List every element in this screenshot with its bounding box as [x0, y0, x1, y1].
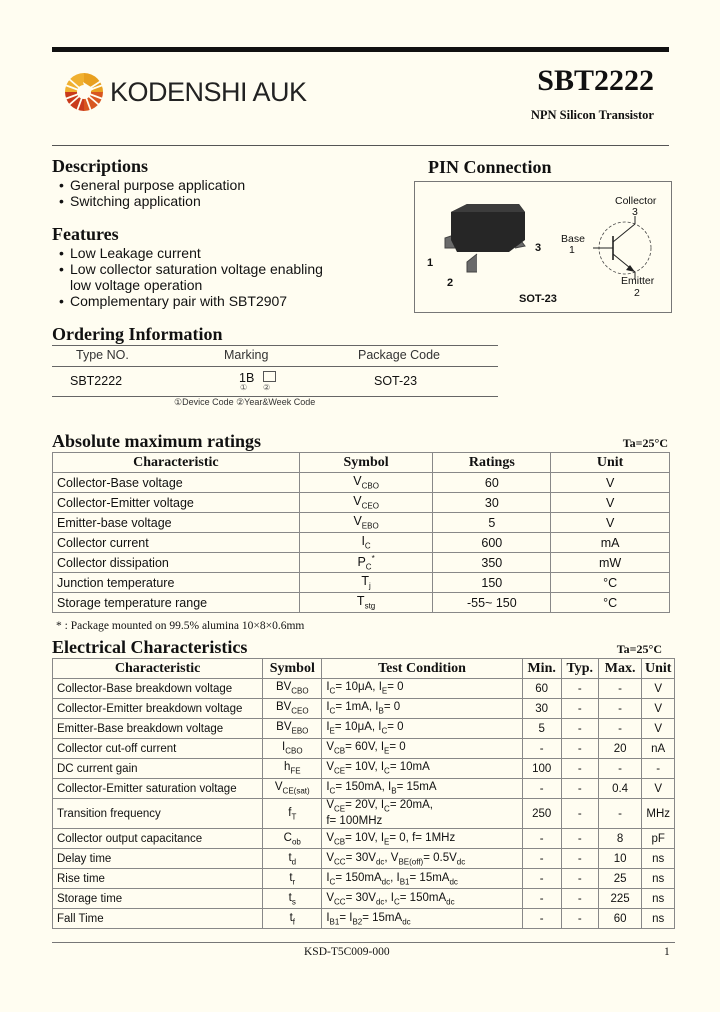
collector-pin-number: 3 [632, 206, 638, 218]
symbol-cell [299, 513, 433, 533]
symbol-cell [299, 593, 433, 613]
unit-cell: °C [551, 573, 670, 593]
marking-annotation: ① [240, 383, 248, 392]
symbol-cell [263, 869, 322, 889]
test-condition-line: $V_{CB}= 60V$, $I_E= 0$ [326, 741, 406, 756]
base-label: Base [561, 233, 585, 245]
symbol-text: C [283, 831, 292, 844]
symbol-text: BV [275, 701, 292, 714]
typ-cell: - [561, 869, 598, 889]
max-cell: 60 [598, 909, 642, 929]
test-condition-cell [322, 759, 522, 779]
table-row [53, 909, 675, 929]
unit-cell: ns [642, 849, 675, 869]
table-row [53, 829, 675, 849]
characteristic-cell: Transition frequency [53, 799, 263, 829]
table-row [53, 779, 675, 799]
ordering-package-value: SOT-23 [374, 374, 418, 388]
unit-cell: pF [642, 829, 675, 849]
table-row [53, 849, 675, 869]
test-condition-line: $I_E= 10\mu A$, $I_C= 0$ [326, 721, 404, 736]
symbol-subscript: r [292, 876, 296, 886]
electrical-temp-note: Ta=25°C [616, 642, 662, 656]
symbol-subscript: CBO [361, 481, 379, 491]
typ-cell: - [561, 719, 598, 739]
max-cell: - [598, 699, 642, 719]
part-subtitle: NPN Silicon Transistor [530, 108, 654, 122]
features-heading: Features [52, 224, 119, 244]
test-condition-line: $I_{B1}= I_{B2}= 15mA_{dc}$ [326, 911, 411, 926]
unit-cell: nA [642, 739, 675, 759]
typ-cell: - [561, 849, 598, 869]
page-number: 1 [664, 946, 670, 958]
test-condition-line: $I_C= 150mA$, $I_B= 15mA$ [326, 781, 437, 796]
ordering-col-marking: Marking [224, 348, 269, 362]
test-condition-line: $V_{CC}= 30V_{dc}$, $I_C= 150mA_{dc}$ [326, 891, 455, 906]
test-condition-cell [322, 779, 522, 799]
symbol-subscript: CE(sat) [282, 786, 310, 796]
table-row [53, 679, 675, 699]
ordering-col-type: Type NO. [76, 348, 129, 362]
symbol-cell [263, 829, 322, 849]
symbol-cell [263, 889, 322, 909]
brand-name: KODENSHI AUK [110, 76, 307, 107]
unit-cell: V [551, 493, 670, 513]
unit-cell: V [551, 473, 670, 493]
rating-cell: 30 [433, 493, 551, 513]
characteristic-cell: Collector-Emitter breakdown voltage [53, 699, 263, 719]
test-condition-cell [322, 889, 522, 909]
max-cell: - [598, 759, 642, 779]
characteristic-cell: Emitter-base voltage [53, 513, 300, 533]
collector-label: Collector [615, 195, 657, 207]
unit-cell: V [642, 719, 675, 739]
test-condition-cell [322, 679, 522, 699]
symbol-subscript: CBO [291, 686, 309, 696]
pin-number: 2 [447, 277, 454, 289]
min-cell: 60 [522, 679, 561, 699]
abs-max-temp-note: Ta=25°C [622, 436, 668, 450]
min-cell: - [522, 829, 561, 849]
marking-annotation: ② [263, 383, 271, 392]
test-condition-line: $V_{CE}= 10V$, $I_C= 10mA$ [326, 761, 430, 776]
characteristic-cell: Collector dissipation [53, 553, 300, 573]
rating-cell: 350 [433, 553, 551, 573]
max-cell: - [598, 799, 642, 829]
symbol-subscript: f [292, 916, 295, 926]
min-cell: - [522, 849, 561, 869]
symbol-text: t [288, 851, 292, 864]
symbol-text: t [289, 871, 293, 884]
col-characteristic: Characteristic [53, 453, 300, 473]
symbol-cell [299, 473, 433, 493]
electrical-table [52, 658, 675, 929]
table-row [53, 553, 670, 573]
list-item: • Low collector saturation voltage enabling [59, 261, 323, 277]
descriptions-heading: Descriptions [52, 156, 148, 176]
symbol-text: V [353, 474, 362, 489]
rating-cell: -55~ 150 [433, 593, 551, 613]
symbol-text: I [361, 534, 365, 549]
symbol-text: t [289, 911, 293, 924]
ordering-col-package: Package Code [358, 348, 441, 362]
ordering-marking-value: 1B [239, 371, 255, 385]
col-unit: Unit [551, 453, 670, 473]
test-condition-line: f= 100MHz [326, 815, 383, 828]
symbol-text: h [283, 761, 291, 774]
table-row [53, 889, 675, 909]
symbol-cell [299, 493, 433, 513]
test-condition-line: $V_{CB}= 10V$, $I_E= 0$, f= 1MHz [326, 831, 456, 846]
symbol-cell [263, 699, 322, 719]
test-condition-line: $V_{CC}= 30V_{dc}$, $V_{BE(off)}= 0.5V_{dc}$ [326, 851, 466, 866]
table-row [53, 869, 675, 889]
max-cell: 10 [598, 849, 642, 869]
typ-cell: - [561, 699, 598, 719]
electrical-heading: Electrical Characteristics [52, 637, 248, 657]
symbol-cell [263, 779, 322, 799]
rating-cell: 600 [433, 533, 551, 553]
characteristic-cell: Collector-Base breakdown voltage [53, 679, 263, 699]
emitter-pin-number: 2 [634, 287, 640, 299]
min-cell: 100 [522, 759, 561, 779]
pin-diagram [414, 181, 672, 313]
test-condition-line: $I_C= 10\mu A$, $I_E= 0$ [326, 681, 404, 696]
rating-cell: 60 [433, 473, 551, 493]
sunburst-logo-icon [64, 72, 104, 112]
abs-max-table [52, 452, 670, 613]
symbol-text: V [353, 494, 362, 509]
package-label: SOT-23 [519, 293, 557, 305]
symbol-subscript: stg [364, 601, 376, 611]
characteristic-cell: Storage temperature range [53, 593, 300, 613]
unit-cell: V [551, 513, 670, 533]
characteristic-cell: Rise time [53, 869, 263, 889]
features-list [54, 245, 323, 309]
symbol-subscript: d [291, 856, 297, 866]
symbol-text: BV [275, 681, 292, 694]
characteristic-cell: Collector-Emitter saturation voltage [53, 779, 263, 799]
symbol-text: t [288, 891, 292, 904]
list-item-continuation: low voltage operation [70, 277, 203, 293]
symbol-subscript: j [369, 581, 371, 591]
table-row [53, 739, 675, 759]
symbol-text: T [356, 594, 365, 609]
symbol-cell [263, 909, 322, 929]
characteristic-cell: Collector-Base voltage [53, 473, 300, 493]
table-header-row [53, 659, 675, 679]
unit-cell: MHz [642, 799, 675, 829]
unit-cell: - [642, 759, 675, 779]
characteristic-cell: Junction temperature [53, 573, 300, 593]
characteristic-cell: Storage time [53, 889, 263, 909]
table-row [53, 799, 675, 829]
typ-cell: - [561, 759, 598, 779]
top-rule [52, 47, 669, 52]
typ-cell: - [561, 739, 598, 759]
characteristic-cell: Fall Time [53, 909, 263, 929]
symbol-subscript: C [364, 541, 371, 551]
col-characteristic: Characteristic [53, 659, 263, 679]
ordering-top-rule [52, 345, 498, 346]
ordering-type-value: SBT2222 [70, 374, 123, 388]
symbol-subscript: T [291, 811, 297, 821]
characteristic-cell: Collector current [53, 533, 300, 553]
symbol-subscript: CEO [361, 501, 379, 511]
unit-cell: mW [551, 553, 670, 573]
marking-box [263, 371, 276, 382]
col-typ: Typ. [561, 659, 598, 679]
test-condition-line: $V_{CE}= 20V$, $I_C= 20mA$, [326, 799, 433, 814]
table-row [53, 593, 670, 613]
symbol-text: P [357, 554, 366, 569]
typ-cell: - [561, 909, 598, 929]
min-cell: 250 [522, 799, 561, 829]
symbol-subscript: FE [290, 766, 301, 776]
list-item: • Switching application [59, 193, 201, 209]
typ-cell: - [561, 889, 598, 909]
symbol-cell [299, 573, 433, 593]
symbol-text: V [274, 781, 283, 794]
table-row [53, 513, 670, 533]
unit-cell: V [642, 779, 675, 799]
symbol-cell [263, 679, 322, 699]
part-number: SBT2222 [537, 64, 654, 97]
list-item: • Low Leakage current [59, 245, 201, 261]
rating-cell: 5 [433, 513, 551, 533]
col-symbol: Symbol [263, 659, 322, 679]
test-condition-cell [322, 909, 522, 929]
symbol-cell [299, 553, 433, 573]
symbol-text: BV [276, 721, 292, 734]
ordering-mid-rule [52, 366, 498, 367]
unit-cell: V [642, 699, 675, 719]
unit-cell: V [642, 679, 675, 699]
col-max: Max. [598, 659, 642, 679]
test-condition-cell [322, 829, 522, 849]
unit-cell: ns [642, 909, 675, 929]
brand-logo [64, 72, 307, 112]
abs-max-heading: Absolute maximum ratings [52, 431, 262, 451]
test-condition-cell [322, 699, 522, 719]
ordering-note: ①Device Code ②Year&Week Code [174, 397, 316, 407]
ordering-heading: Ordering Information [52, 324, 223, 344]
descriptions-list [54, 177, 245, 209]
test-condition-line: $I_C= 1mA$, $I_B= 0$ [326, 701, 401, 716]
characteristic-cell: Collector cut-off current [53, 739, 263, 759]
col-symbol: Symbol [299, 453, 433, 473]
table-row [53, 719, 675, 739]
rating-cell: 150 [433, 573, 551, 593]
characteristic-cell: Collector-Emitter voltage [53, 493, 300, 513]
max-cell: - [598, 719, 642, 739]
symbol-text: I [282, 741, 286, 754]
unit-cell: ns [642, 889, 675, 909]
table-row [53, 493, 670, 513]
col-unit: Unit [642, 659, 675, 679]
doc-code: KSD-T5C009-000 [304, 946, 390, 958]
table-row [53, 533, 670, 553]
max-cell: 8 [598, 829, 642, 849]
min-cell: - [522, 869, 561, 889]
test-condition-cell [322, 799, 522, 829]
typ-cell: - [561, 779, 598, 799]
symbol-text: f [288, 806, 292, 819]
max-cell: 225 [598, 889, 642, 909]
symbol-subscript: s [291, 896, 296, 906]
unit-cell: ns [642, 869, 675, 889]
min-cell: 5 [522, 719, 561, 739]
pin-number: 1 [427, 257, 434, 269]
min-cell: - [522, 889, 561, 909]
pin-connection-heading: PIN Connection [428, 157, 552, 177]
test-condition-cell [322, 849, 522, 869]
list-item: • General purpose application [59, 177, 246, 193]
unit-cell: °C [551, 593, 670, 613]
min-cell: - [522, 779, 561, 799]
unit-cell: mA [551, 533, 670, 553]
max-cell: 20 [598, 739, 642, 759]
test-condition-cell [322, 869, 522, 889]
test-condition-cell [322, 719, 522, 739]
typ-cell: - [561, 799, 598, 829]
max-cell: 25 [598, 869, 642, 889]
typ-cell: - [561, 829, 598, 849]
symbol-cell [299, 533, 433, 553]
characteristic-cell: Emitter-Base breakdown voltage [53, 719, 263, 739]
pin-number: 3 [535, 242, 542, 254]
test-condition-line: $I_C= 150mA_{dc}$, $I_{B1}= 15mA_{dc}$ [326, 871, 458, 886]
table-row [53, 473, 670, 493]
base-pin-number: 1 [569, 244, 575, 256]
symbol-text: V [353, 514, 362, 529]
table-header-row [53, 453, 670, 473]
header-divider [52, 145, 669, 146]
characteristic-cell: DC current gain [53, 759, 263, 779]
min-cell: - [522, 909, 561, 929]
min-cell: 30 [522, 699, 561, 719]
symbol-text: T [361, 574, 369, 589]
typ-cell: - [561, 679, 598, 699]
symbol-cell [263, 849, 322, 869]
col-min: Min. [522, 659, 561, 679]
max-cell: 0.4 [598, 779, 642, 799]
abs-max-footnote: * : Package mounted on 99.5% alumina 10×8×0.6mm [56, 620, 305, 632]
emitter-label: Emitter [621, 275, 655, 287]
symbol-cell [263, 759, 322, 779]
symbol-subscript: CBO [285, 746, 303, 756]
symbol-cell [263, 739, 322, 759]
symbol-subscript: EBO [361, 521, 379, 531]
symbol-subscript: CEO [291, 706, 309, 716]
symbol-cell [263, 719, 322, 739]
max-cell: - [598, 679, 642, 699]
characteristic-cell: Collector output capacitance [53, 829, 263, 849]
symbol-subscript: ob [291, 836, 301, 846]
table-row [53, 573, 670, 593]
min-cell: - [522, 739, 561, 759]
symbol-subscript: C [365, 562, 372, 572]
symbol-cell [263, 799, 322, 829]
table-row [53, 759, 675, 779]
col-ratings: Ratings [433, 453, 551, 473]
footer-rule [52, 942, 675, 943]
characteristic-cell: Delay time [53, 849, 263, 869]
list-item: • Complementary pair with SBT2907 [59, 293, 288, 309]
symbol-superscript: * [371, 553, 375, 563]
col-test-condition: Test Condition [322, 659, 522, 679]
symbol-subscript: EBO [291, 726, 309, 736]
test-condition-cell [322, 739, 522, 759]
table-row [53, 699, 675, 719]
